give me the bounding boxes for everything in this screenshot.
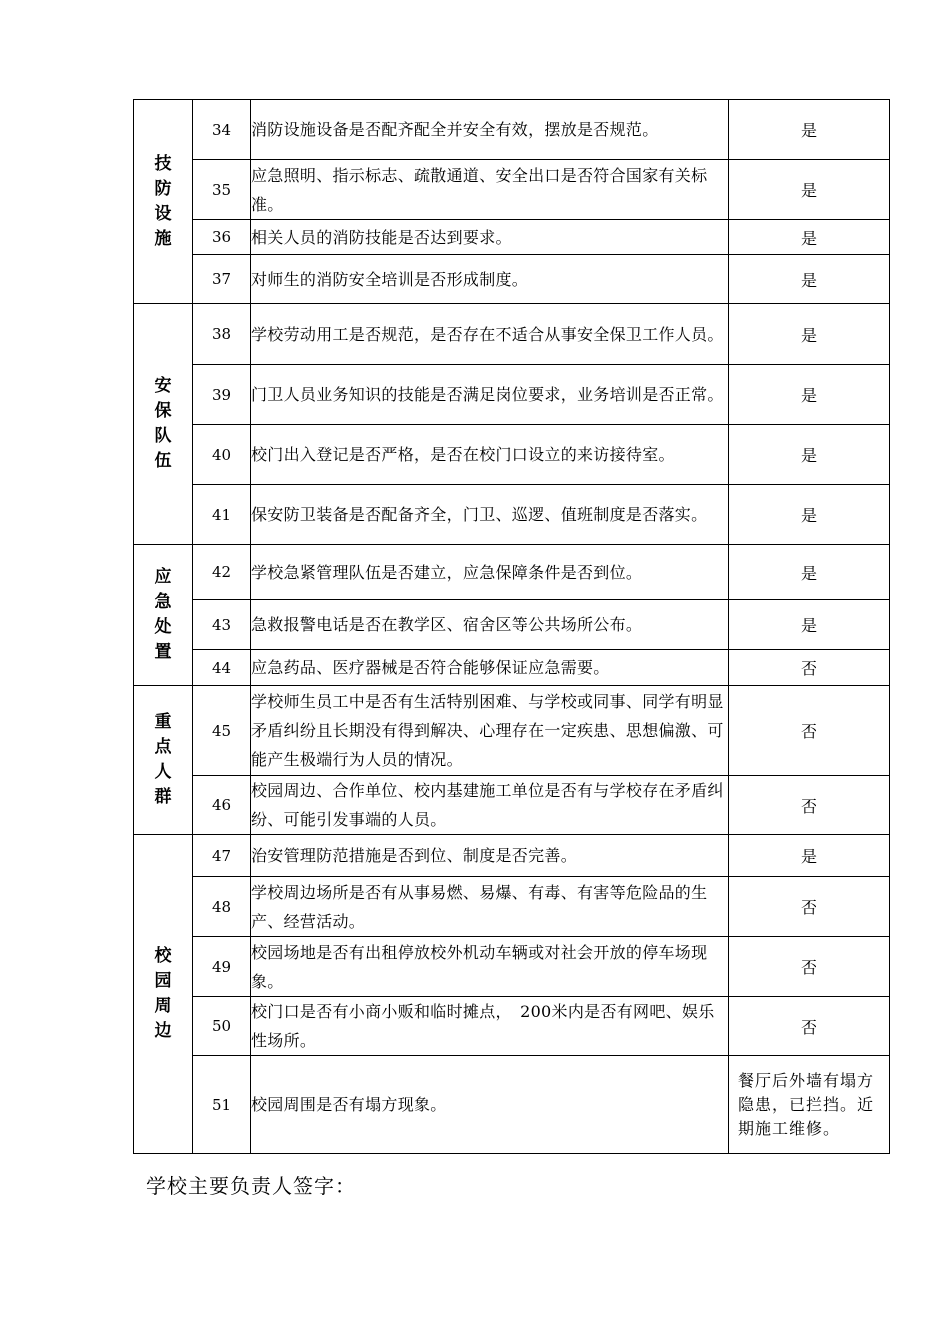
check-result: 餐厅后外墙有塌方隐患，已拦挡。近期施工维修。 [729, 1056, 890, 1154]
category-cell: 安保队伍 [134, 304, 193, 545]
check-item: 应急药品、医疗器械是否符合能够保证应急需要。 [251, 650, 729, 686]
check-item: 校园周围是否有塌方现象。 [251, 1056, 729, 1154]
check-result: 是 [729, 425, 890, 485]
row-number: 46 [193, 776, 251, 835]
table-row [134, 835, 890, 877]
check-item: 校园场地是否有出租停放校外机动车辆或对社会开放的停车场现象。 [251, 937, 729, 997]
table-row [134, 997, 890, 1056]
check-item: 校门出入登记是否严格，是否在校门口设立的来访接待室。 [251, 425, 729, 485]
check-item: 应急照明、指示标志、疏散通道、安全出口是否符合国家有关标准。 [251, 160, 729, 220]
check-result: 是 [729, 304, 890, 365]
check-result: 否 [729, 686, 890, 776]
row-number: 39 [193, 365, 251, 425]
check-result: 否 [729, 937, 890, 997]
check-item: 校门口是否有小商小贩和临时摊点， 200米内是否有网吧、娱乐性场所。 [251, 997, 729, 1056]
check-result: 否 [729, 877, 890, 937]
table-row [134, 425, 890, 485]
category-cell: 校园周边 [134, 835, 193, 1154]
row-number: 38 [193, 304, 251, 365]
check-item: 消防设施设备是否配齐配全并安全有效，摆放是否规范。 [251, 100, 729, 160]
check-result: 否 [729, 650, 890, 686]
check-item: 校园周边、合作单位、校内基建施工单位是否有与学校存在矛盾纠纷、可能引发事端的人员。 [251, 776, 729, 835]
row-number: 44 [193, 650, 251, 686]
check-result: 是 [729, 485, 890, 545]
check-result: 是 [729, 545, 890, 600]
check-item: 对师生的消防安全培训是否形成制度。 [251, 255, 729, 304]
row-number: 37 [193, 255, 251, 304]
check-item: 学校师生员工中是否有生活特别困难、与学校或同事、同学有明显矛盾纠纷且长期没有得到解决、心理存在一定疾患、思想偏激、可能产生极端行为人员的情况。 [251, 686, 729, 776]
check-result: 是 [729, 365, 890, 425]
check-item: 学校急紧管理队伍是否建立，应急保障条件是否到位。 [251, 545, 729, 600]
row-number: 40 [193, 425, 251, 485]
signature-label: 学校主要负责人签字： [146, 1174, 356, 1198]
table-row [134, 776, 890, 835]
check-item: 相关人员的消防技能是否达到要求。 [251, 220, 729, 255]
category-cell: 重点人群 [134, 686, 193, 835]
check-result: 是 [729, 255, 890, 304]
table-row [134, 545, 890, 600]
check-result: 是 [729, 220, 890, 255]
table-row [134, 304, 890, 365]
check-item: 学校劳动用工是否规范，是否存在不适合从事安全保卫工作人员。 [251, 304, 729, 365]
check-result: 是 [729, 600, 890, 650]
check-item: 治安管理防范措施是否到位、制度是否完善。 [251, 835, 729, 877]
row-number: 51 [193, 1056, 251, 1154]
table-row [134, 877, 890, 937]
row-number: 41 [193, 485, 251, 545]
table-row [134, 937, 890, 997]
row-number: 36 [193, 220, 251, 255]
category-cell: 技防设施 [134, 100, 193, 304]
check-result: 是 [729, 835, 890, 877]
table-row [134, 686, 890, 776]
category-cell: 应急处置 [134, 545, 193, 686]
table-row [134, 365, 890, 425]
inspection-table [133, 99, 890, 1154]
table-row [134, 600, 890, 650]
row-number: 45 [193, 686, 251, 776]
check-item: 门卫人员业务知识的技能是否满足岗位要求，业务培训是否正常。 [251, 365, 729, 425]
row-number: 43 [193, 600, 251, 650]
check-item: 急救报警电话是否在教学区、宿舍区等公共场所公布。 [251, 600, 729, 650]
table-row [134, 650, 890, 686]
row-number: 48 [193, 877, 251, 937]
row-number: 50 [193, 997, 251, 1056]
row-number: 42 [193, 545, 251, 600]
table-row [134, 100, 890, 160]
row-number: 47 [193, 835, 251, 877]
table-row [134, 255, 890, 304]
check-result: 否 [729, 997, 890, 1056]
row-number: 35 [193, 160, 251, 220]
check-item: 保安防卫装备是否配备齐全，门卫、巡逻、值班制度是否落实。 [251, 485, 729, 545]
row-number: 49 [193, 937, 251, 997]
table-row [134, 1056, 890, 1154]
table-row [134, 160, 890, 220]
table-row [134, 220, 890, 255]
check-result: 否 [729, 776, 890, 835]
row-number: 34 [193, 100, 251, 160]
check-result: 是 [729, 100, 890, 160]
check-item: 学校周边场所是否有从事易燃、易爆、有毒、有害等危险品的生产、经营活动。 [251, 877, 729, 937]
check-result: 是 [729, 160, 890, 220]
table-row [134, 485, 890, 545]
